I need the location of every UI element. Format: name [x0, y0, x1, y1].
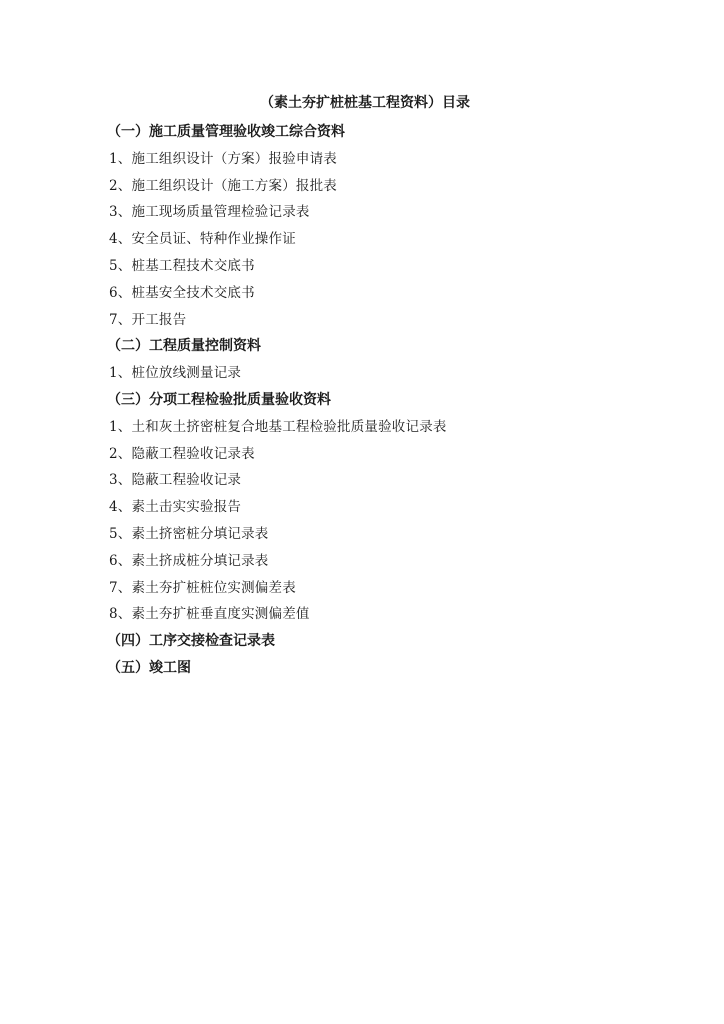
table-of-contents — [109, 119, 669, 682]
toc-item: 8、素土夯扩桩垂直度实测偏差值 — [109, 606, 310, 623]
toc-item: 1、土和灰土挤密桩复合地基工程检验批质量验收记录表 — [109, 418, 447, 435]
toc-item: 6、素土挤成桩分填记录表 — [109, 552, 269, 569]
toc-item: 2、隐蔽工程验收记录表 — [109, 445, 255, 462]
toc-item: 6、桩基安全技术交底书 — [109, 284, 255, 301]
toc-item: 5、素土挤密桩分填记录表 — [109, 525, 269, 542]
toc-section-heading: （五）竣工图 — [107, 659, 191, 676]
toc-item: 3、隐蔽工程验收记录 — [109, 472, 242, 489]
toc-item: 1、桩位放线测量记录 — [109, 365, 242, 382]
toc-item: 7、素土夯扩桩桩位实测偏差表 — [109, 579, 296, 596]
toc-section-heading: （四）工序交接检查记录表 — [107, 633, 275, 650]
page-title: （素土夯扩桩桩基工程资料）目录 — [260, 95, 470, 111]
toc-item: 5、桩基工程技术交底书 — [109, 257, 255, 274]
toc-item: 4、安全员证、特种作业操作证 — [109, 231, 296, 248]
toc-item: 7、开工报告 — [109, 311, 187, 328]
toc-section-heading: （二）工程质量控制资料 — [107, 338, 261, 355]
toc-item: 2、施工组织设计（施工方案）报批表 — [109, 177, 337, 194]
toc-section-heading: （一）施工质量管理验收竣工综合资料 — [107, 124, 345, 140]
toc-item: 4、素土击实实验报告 — [109, 499, 242, 516]
toc-item: 3、施工现场质量管理检验记录表 — [109, 204, 310, 221]
toc-section-heading: （三）分项工程检验批质量验收资料 — [107, 391, 331, 408]
toc-item: 1、施工组织设计（方案）报验申请表 — [109, 150, 337, 167]
